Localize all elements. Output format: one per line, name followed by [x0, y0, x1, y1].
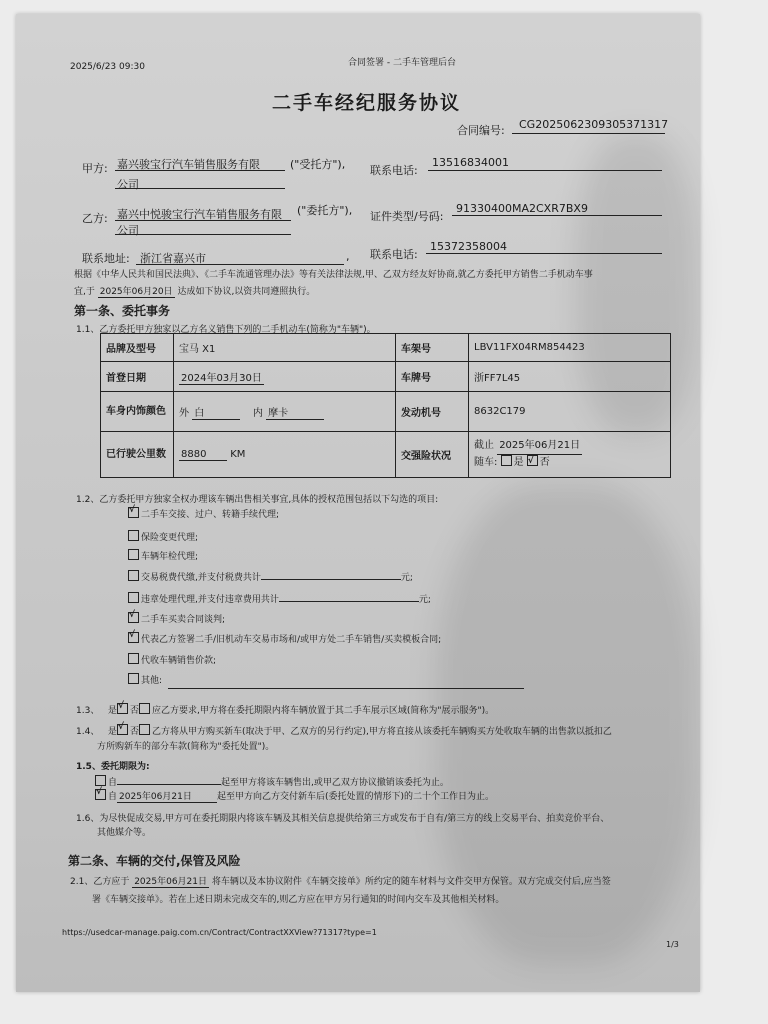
insurance-label: 交强险状况: [396, 432, 469, 478]
term-checkbox[interactable]: [95, 775, 106, 786]
exterior-color: 白: [192, 404, 240, 420]
term-option-2: [95, 789, 494, 803]
engine-value: 8632C179: [469, 392, 671, 432]
yes-checkbox[interactable]: [117, 703, 128, 714]
option-label: 交易税费代缴,并支付税费共计: [141, 573, 261, 583]
intro-line-1: 根据《中华人民共和国民法典》、《二手车流通管理办法》等有关法律法规,甲、乙双方经友好协商,就乙方委托甲方销售二手机动车事: [74, 270, 593, 280]
intro-prefix: 宜,于: [74, 287, 95, 297]
article-1-heading: 第一条、委托事务: [74, 304, 171, 318]
party-a-phone-label: 联系电话:: [370, 164, 418, 177]
clause-1-6-cont: 其他媒介等。: [97, 828, 152, 838]
agreement-date: 2025年06月20日: [98, 284, 175, 298]
clause-2-1-cont: 署《车辆交接单》。若在上述日期未完成交车的,则乙方应在甲方另行通知的时间内交车及其他相关材料。: [92, 895, 505, 905]
party-b-phone: 15372358004: [430, 240, 507, 253]
plate-value: 浙FF7L45: [469, 362, 671, 392]
vehicle-table: [100, 333, 671, 478]
intro-line-2: [74, 284, 315, 298]
term-checkbox[interactable]: [95, 789, 106, 800]
clause-number: 1.4、: [76, 727, 100, 737]
interior-prefix: 内: [252, 407, 263, 419]
option-item: [128, 507, 279, 520]
underline: [115, 188, 285, 189]
clause-1-6: 1.6、为尽快促成交易,甲方可在委托期限内将该车辆及其相关信息提供给第三方或发布于自有/第三方的线上交易平台、拍卖竞价平台、: [76, 814, 610, 824]
address-label: 联系地址:: [82, 252, 130, 265]
underline: [452, 215, 662, 216]
party-b-name: 嘉兴中悦骏宝行汽车销售服务有限: [117, 208, 282, 221]
term-text: 起至甲方向乙方交付新车后(委托处置的情形下)的二十个工作日为止。: [217, 792, 495, 802]
option-blank: [279, 591, 419, 602]
no-label: 否: [129, 706, 139, 716]
exterior-prefix: 外: [179, 407, 189, 419]
option-label: 违章处理代理,并支付违章费用共计: [141, 595, 279, 605]
mileage-value: 8880: [179, 449, 227, 461]
clause-number: 1.3、: [76, 706, 100, 716]
option-checkbox[interactable]: [128, 507, 139, 518]
option-label: 保险变更代理;: [141, 533, 199, 543]
term-date: 2025年06月21日: [117, 789, 217, 803]
mileage-label: 已行驶公里数: [101, 432, 174, 478]
vin-label: 车架号: [396, 334, 469, 362]
contract-no: CG2025062309305371317: [519, 118, 669, 131]
option-checkbox[interactable]: [128, 632, 139, 643]
contract-no-label: 合同编号:: [457, 124, 505, 137]
no-label: 否: [129, 727, 139, 737]
underline: [115, 220, 291, 221]
option-checkbox[interactable]: [128, 592, 139, 603]
color-cell: [174, 392, 396, 432]
underline: [426, 253, 662, 254]
option-item: [128, 632, 441, 645]
article-2-heading: 第二条、车辆的交付,保管及风险: [68, 854, 241, 868]
option-item: [128, 591, 431, 605]
option-suffix: 元;: [400, 573, 413, 583]
reg-date-cell: [174, 362, 396, 392]
engine-label: 发动机号: [396, 392, 469, 432]
option-label: 二手车买卖合同谈判;: [141, 615, 226, 625]
delivery-date: 2025年06月21日: [132, 874, 209, 888]
term-blank: [117, 774, 221, 785]
clause-text: 应乙方要求,甲方将在委托期限内将车辆放置于其二手车展示区域(简称为"展示服务")。: [151, 706, 495, 716]
underline: [115, 170, 285, 171]
clause-2-1: [70, 874, 611, 888]
plate-label: 车牌号: [396, 362, 469, 392]
party-a-name-cont: 公司: [117, 178, 139, 191]
party-a-label: 甲方:: [82, 162, 108, 175]
option-checkbox[interactable]: [128, 570, 139, 581]
option-label: 代表乙方签署二手/旧机动车交易市场和/或甲方处二手车销售/买卖模板合同;: [141, 635, 442, 645]
term-prefix: 自: [108, 792, 118, 802]
no-checkbox[interactable]: [139, 724, 150, 735]
term-option-1: [95, 774, 449, 788]
insurance-prefix: 截止: [474, 440, 494, 451]
option-label: 其他:: [141, 676, 163, 686]
address: 浙江省嘉兴市: [140, 252, 206, 265]
id-type-label: 证件类型/号码:: [370, 210, 444, 223]
option-checkbox[interactable]: [128, 530, 139, 541]
clause-text: 将车辆以及本协议附件《车辆交接单》所约定的随车材料与文件交甲方保管。双方完成交付后,应当签: [211, 877, 611, 887]
underline: [136, 264, 344, 265]
option-item: [128, 549, 198, 562]
clause-text: 乙方将从甲方购买新车(取决于甲、乙双方的另行约定),甲方将直接从该委托车辆购买方处收取车辆的出售款以抵扣乙: [151, 727, 612, 737]
term-prefix: 自: [108, 778, 118, 788]
mileage-cell: [174, 432, 396, 478]
underline: [512, 133, 665, 134]
mileage-unit: KM: [230, 448, 246, 460]
clause-prefix: 2.1、乙方应于: [70, 877, 130, 887]
underline: [428, 170, 662, 171]
clause-1-4: [76, 724, 612, 737]
clause-1-4-cont: 方所购新车的部分车款(简称为"委托处置")。: [97, 742, 275, 752]
document-title: 二手车经纪服务协议: [272, 92, 462, 114]
insurance-no-label: 否: [539, 457, 550, 468]
underline: [168, 688, 524, 689]
option-label: 二手车交接、过户、转籍手续代理;: [141, 510, 280, 520]
clause-1-1: 1.1、乙方委托甲方独家以乙方名义销售下列的二手机动车(简称为"车辆")。: [76, 325, 376, 335]
option-suffix: 元;: [418, 595, 431, 605]
option-item: [128, 653, 216, 666]
party-b-label: 乙方:: [82, 212, 108, 225]
clause-1-3: [76, 703, 494, 716]
option-checkbox[interactable]: [128, 653, 139, 664]
system-name: 合同签署 - 二手车管理后台: [348, 58, 456, 68]
option-item: [128, 612, 225, 625]
party-a-name: 嘉兴骏宝行汽车销售服务有限: [117, 158, 260, 171]
brand-label: 品牌及型号: [101, 334, 174, 362]
clause-1-2: 1.2、乙方委托甲方独家全权办理该车辆出售相关事宜,具体的授权范围包括以下勾选的项目:: [76, 495, 439, 505]
reg-date-label: 首登日期: [101, 362, 174, 392]
insurance-yes-label: 是: [513, 457, 524, 468]
party-a-role: ("受托方"),: [290, 158, 346, 171]
reg-date-value: 2024年03月30日: [179, 369, 264, 385]
page-number: 1/3: [666, 940, 679, 949]
print-datetime: 2025/6/23 09:30: [70, 62, 145, 72]
intro-suffix: 达成如下协议,以资共同遵照执行。: [177, 287, 316, 297]
yes-checkbox[interactable]: [117, 724, 128, 735]
yes-label: 是: [107, 706, 117, 716]
option-item: [128, 569, 413, 583]
yes-label: 是: [107, 727, 117, 737]
party-a-phone: 13516834001: [432, 156, 509, 169]
option-checkbox[interactable]: [128, 673, 139, 684]
no-checkbox[interactable]: [139, 703, 150, 714]
interior-color: 摩卡: [266, 404, 324, 420]
insurance-no-checkbox[interactable]: [527, 455, 538, 466]
footer-url: https://usedcar-manage.paig.com.cn/Contract/ContractXXView?71317?type=1: [62, 928, 377, 937]
vin-value: LBV11FX04RM854423: [469, 334, 671, 362]
brand-value: 宝马 X1: [174, 334, 396, 362]
option-checkbox[interactable]: [128, 549, 139, 560]
option-blank: [261, 569, 401, 580]
insurance-yes-checkbox[interactable]: [501, 455, 512, 466]
insurance-transfer-label: 随车:: [474, 457, 498, 468]
term-text: 起至甲方将该车辆售出,或甲乙双方协议撤销该委托为止。: [221, 778, 449, 788]
option-label: 代收车辆销售价款;: [141, 656, 217, 666]
address-comma: ,: [346, 250, 350, 263]
party-b-id: 91330400MA2CXR7BX9: [456, 202, 588, 215]
clause-1-5: 1.5、委托期限为:: [76, 762, 150, 772]
party-b-phone-label: 联系电话:: [370, 248, 418, 261]
party-b-name-cont: 公司: [117, 224, 139, 237]
option-checkbox[interactable]: [128, 612, 139, 623]
party-b-role: ("委托方"),: [297, 204, 353, 217]
option-item: [128, 530, 198, 543]
color-label: 车身内饰颜色: [101, 392, 174, 432]
option-label: 车辆年检代理;: [141, 552, 199, 562]
insurance-cell: [469, 432, 671, 478]
underline: [115, 234, 291, 235]
option-item: [128, 673, 162, 686]
insurance-date: 2025年06月21日: [497, 438, 582, 455]
